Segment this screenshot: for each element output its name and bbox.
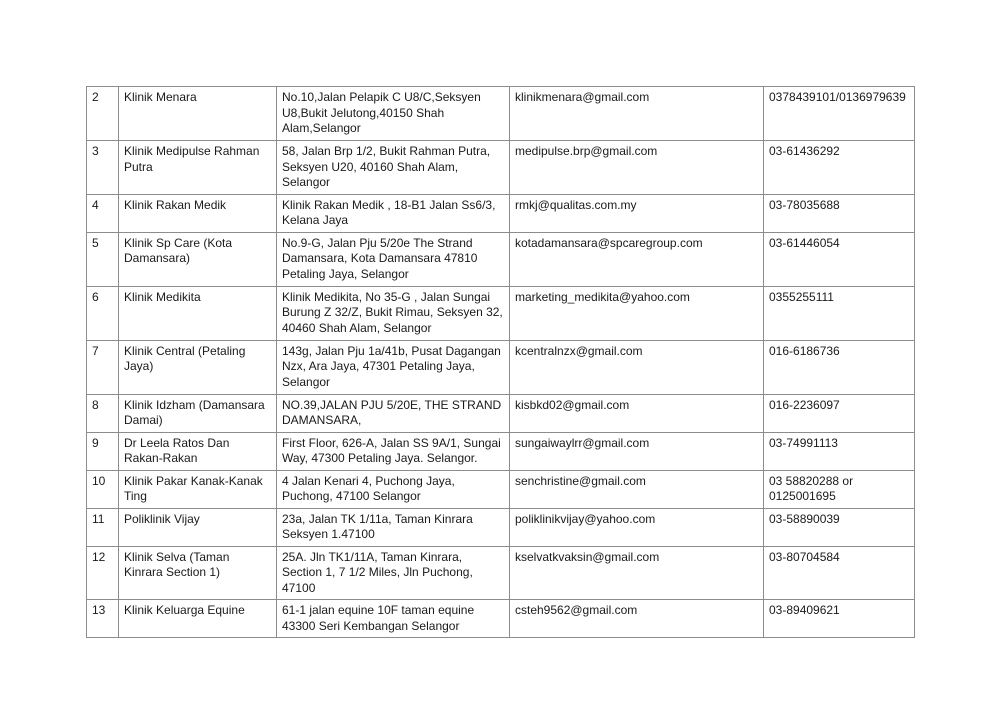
clinic-email: marketing_medikita@yahoo.com xyxy=(510,286,764,340)
clinic-email: kisbkd02@gmail.com xyxy=(510,394,764,432)
clinic-address: 58, Jalan Brp 1/2, Bukit Rahman Putra, Seksyen U20, 40160 Shah Alam, Selangor xyxy=(277,141,510,195)
table-row xyxy=(87,508,915,546)
clinic-email: sungaiwaylrr@gmail.com xyxy=(510,432,764,470)
clinic-name: Klinik Central (Petaling Jaya) xyxy=(119,340,277,394)
clinic-phone: 03-61436292 xyxy=(764,141,915,195)
clinic-name: Klinik Idzham (Damansara Damai) xyxy=(119,394,277,432)
clinic-email: kcentralnzx@gmail.com xyxy=(510,340,764,394)
row-number: 11 xyxy=(87,508,119,546)
clinic-name: Klinik Medipulse Rahman Putra xyxy=(119,141,277,195)
clinic-address: Klinik Medikita, No 35-G , Jalan Sungai Burung Z 32/Z, Bukit Rimau, Seksyen 32, 40460 Shah Alam, Selangor xyxy=(277,286,510,340)
clinic-phone: 0378439101/0136979639 xyxy=(764,87,915,141)
row-number: 2 xyxy=(87,87,119,141)
table-row xyxy=(87,394,915,432)
clinic-name: Klinik Medikita xyxy=(119,286,277,340)
row-number: 12 xyxy=(87,546,119,600)
table-row xyxy=(87,432,915,470)
clinic-address: No.9-G, Jalan Pju 5/20e The Strand Damansara, Kota Damansara 47810 Petaling Jaya, Selangor xyxy=(277,232,510,286)
row-number: 7 xyxy=(87,340,119,394)
clinic-phone: 03-89409621 xyxy=(764,600,915,638)
clinic-name: Klinik Menara xyxy=(119,87,277,141)
clinic-phone: 016-6186736 xyxy=(764,340,915,394)
clinic-address: NO.39,JALAN PJU 5/20E, THE STRAND DAMANSARA, xyxy=(277,394,510,432)
clinic-address: 23a, Jalan TK 1/11a, Taman Kinrara Seksyen 1.47100 xyxy=(277,508,510,546)
table-row xyxy=(87,340,915,394)
clinic-address: First Floor, 626-A, Jalan SS 9A/1, Sungai Way, 47300 Petaling Jaya. Selangor. xyxy=(277,432,510,470)
row-number: 9 xyxy=(87,432,119,470)
clinic-address: 4 Jalan Kenari 4, Puchong Jaya, Puchong, 47100 Selangor xyxy=(277,470,510,508)
clinic-address: No.10,Jalan Pelapik C U8/C,Seksyen U8,Bukit Jelutong,40150 Shah Alam,Selangor xyxy=(277,87,510,141)
clinic-email: kotadamansara@spcaregroup.com xyxy=(510,232,764,286)
clinic-name: Poliklinik Vijay xyxy=(119,508,277,546)
clinic-phone: 03-78035688 xyxy=(764,194,915,232)
clinic-email: poliklinikvijay@yahoo.com xyxy=(510,508,764,546)
clinic-table xyxy=(86,86,915,638)
table-row xyxy=(87,194,915,232)
row-number: 13 xyxy=(87,600,119,638)
clinic-email: senchristine@gmail.com xyxy=(510,470,764,508)
clinic-phone: 016-2236097 xyxy=(764,394,915,432)
row-number: 6 xyxy=(87,286,119,340)
clinic-name: Klinik Pakar Kanak-Kanak Ting xyxy=(119,470,277,508)
row-number: 4 xyxy=(87,194,119,232)
clinic-phone: 03-61446054 xyxy=(764,232,915,286)
clinic-address: 25A. Jln TK1/11A, Taman Kinrara, Section 1, 7 1/2 Miles, Jln Puchong, 47100 xyxy=(277,546,510,600)
clinic-name: Klinik Selva (Taman Kinrara Section 1) xyxy=(119,546,277,600)
table-row xyxy=(87,141,915,195)
clinic-email: klinikmenara@gmail.com xyxy=(510,87,764,141)
clinic-phone: 03-80704584 xyxy=(764,546,915,600)
row-number: 10 xyxy=(87,470,119,508)
clinic-email: medipulse.brp@gmail.com xyxy=(510,141,764,195)
clinic-name: Klinik Rakan Medik xyxy=(119,194,277,232)
row-number: 8 xyxy=(87,394,119,432)
row-number: 5 xyxy=(87,232,119,286)
clinic-email: rmkj@qualitas.com.my xyxy=(510,194,764,232)
table-row xyxy=(87,600,915,638)
clinic-phone: 03-74991113 xyxy=(764,432,915,470)
table-row xyxy=(87,546,915,600)
table-row xyxy=(87,470,915,508)
table-row xyxy=(87,87,915,141)
clinic-name: Dr Leela Ratos Dan Rakan-Rakan xyxy=(119,432,277,470)
clinic-phone: 03 58820288 or 0125001695 xyxy=(764,470,915,508)
clinic-email: kselvatkvaksin@gmail.com xyxy=(510,546,764,600)
row-number: 3 xyxy=(87,141,119,195)
clinic-address: Klinik Rakan Medik , 18-B1 Jalan Ss6/3, Kelana Jaya xyxy=(277,194,510,232)
clinic-email: csteh9562@gmail.com xyxy=(510,600,764,638)
clinic-address: 143g, Jalan Pju 1a/41b, Pusat Dagangan Nzx, Ara Jaya, 47301 Petaling Jaya, Selangor xyxy=(277,340,510,394)
clinic-name: Klinik Keluarga Equine xyxy=(119,600,277,638)
clinic-name: Klinik Sp Care (Kota Damansara) xyxy=(119,232,277,286)
clinic-table-body xyxy=(87,87,915,638)
clinic-phone: 0355255111 xyxy=(764,286,915,340)
clinic-address: 61-1 jalan equine 10F taman equine 43300 Seri Kembangan Selangor xyxy=(277,600,510,638)
table-row xyxy=(87,232,915,286)
table-row xyxy=(87,286,915,340)
clinic-phone: 03-58890039 xyxy=(764,508,915,546)
